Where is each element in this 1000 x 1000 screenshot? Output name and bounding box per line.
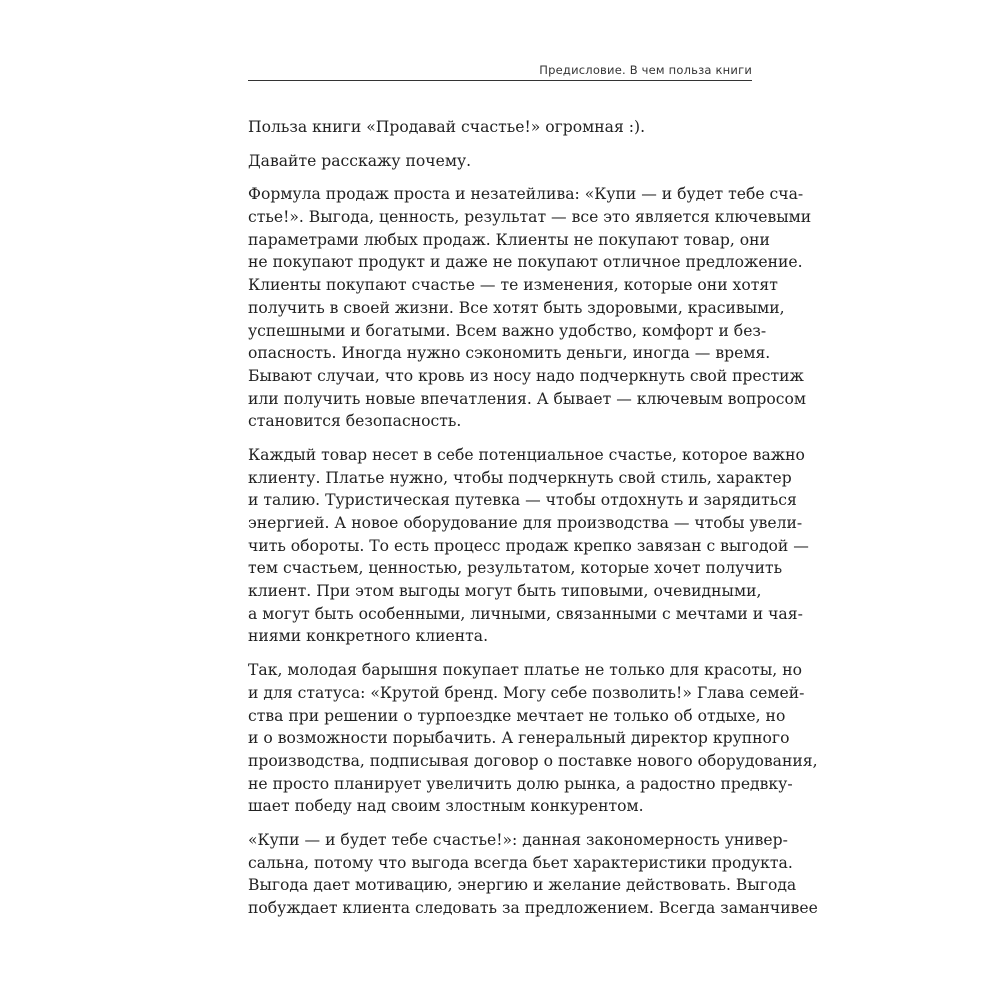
text-line: и талию. Туристическая путевка — чтобы отдохнуть и зарядиться	[248, 491, 797, 510]
text-line: Каждый товар несет в себе потенциальное счастье, которое важно	[248, 445, 805, 464]
text-line: побуждает клиента следовать за предложением. Всегда заманчивее	[248, 899, 818, 917]
text-line: Давайте расскажу почему.	[248, 151, 472, 170]
text-line: Бывают случаи, что кровь из носу надо подчеркнуть свой престиж	[248, 366, 804, 385]
text-line: производства, подписывая договор о поставке нового оборудования,	[248, 751, 818, 770]
text-line: и о возможности порыбачить. А генеральный директор крупного	[248, 729, 790, 748]
text-line: тем счастьем, ценностью, результатом, которые хочет получить	[248, 559, 783, 578]
text-line: Клиенты покупают счастье — те изменения, которые они хотят	[248, 276, 778, 295]
paragraph	[248, 183, 812, 433]
text-line: клиенту. Платье нужно, чтобы подчеркнуть свой стиль, характер	[248, 468, 792, 487]
text-line: сальна, потому что выгода всегда бьет характеристики продукта.	[248, 853, 793, 872]
paragraph	[248, 116, 752, 139]
header-rule	[248, 80, 752, 81]
text-line: ниями конкретного клиента.	[248, 627, 489, 646]
text-line: и для статуса: «Крутой бренд. Могу себе позволить!» Глава семей-	[248, 683, 805, 702]
text-line: Формула продаж проста и незатейлива: «Купи — и будет тебе сча-	[248, 185, 804, 204]
text-line: шает победу над своим злостным конкурентом.	[248, 797, 644, 816]
paragraph	[248, 659, 818, 818]
text-line: параметрами любых продаж. Клиенты не покупают товар, они	[248, 230, 770, 249]
text-line: стье!». Выгода, ценность, результат — все это является ключевыми	[248, 208, 812, 227]
text-line: не покупают продукт и даже не покупают отличное предложение.	[248, 253, 803, 272]
text-line: энергией. А новое оборудование для производства — чтобы увели-	[248, 514, 803, 532]
paragraph	[248, 829, 818, 920]
text-line: Польза книги «Продавай счастье!» огромная :).	[248, 118, 646, 136]
text-line: получить в своей жизни. Все хотят быть здоровыми, красивыми,	[248, 298, 785, 317]
text-line: Выгода дает мотивацию, энергию и желание действовать. Выгода	[248, 876, 797, 895]
text-line: Так, молодая барышня покупает платье не только для красоты, но	[248, 661, 802, 680]
text-line: становится безопасность.	[248, 412, 462, 431]
text-line: не просто планирует увеличить долю рынка, а радостно предвку-	[248, 774, 793, 793]
text-line: чить обороты. То есть процесс продаж крепко завязан с выгодой —	[248, 536, 809, 555]
paragraph	[248, 444, 809, 648]
running-header: Предисловие. В чем польза книги	[539, 63, 752, 77]
paragraph	[248, 150, 752, 173]
body-text	[248, 116, 818, 931]
text-line: опасность. Иногда нужно сэкономить деньги, иногда — время.	[248, 344, 771, 363]
text-line: успешными и богатыми. Всем важно удобство, комфорт и без-	[248, 321, 767, 340]
text-line: или получить новые впечатления. А бывает — ключевым вопросом	[248, 389, 806, 408]
text-line: «Купи — и будет тебе счастье!»: данная закономерность универ-	[248, 830, 788, 849]
text-line: ства при решении о турпоездке мечтает не только об отдыхе, но	[248, 706, 786, 725]
text-line: клиент. При этом выгоды могут быть типовыми, очевидными,	[248, 582, 762, 601]
text-line: а могут быть особенными, личными, связанными с мечтами и чая-	[248, 604, 803, 623]
